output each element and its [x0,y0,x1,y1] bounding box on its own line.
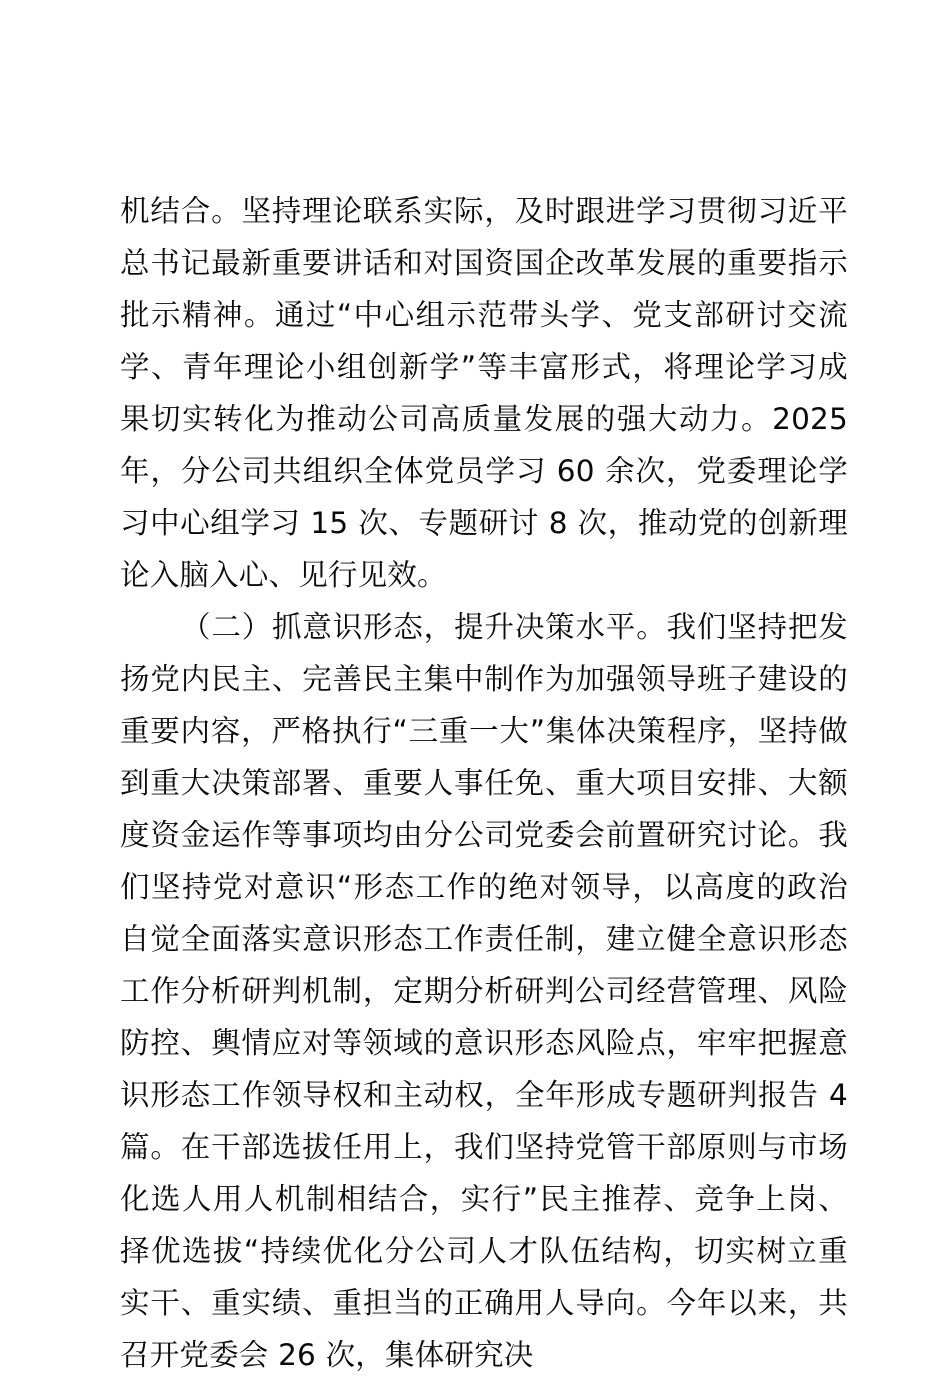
paragraph-continued-theory-study: 机结合。坚持理论联系实际，及时跟进学习贯彻习近平总书记最新重要讲话和对国资国企改革发展的重要指示批示精神。通过“中心组示范带头学、党支部研讨交流学、青年理论小组创新学”等丰富形式，将理论学习成果切实转化为推动公司高质量发展的强大动力。2025 年，分公司共组织全体党员学习 60 余次，党委理论学习中心组学习 15 次、专题研讨 8 次，推动党的创新理论入脑入心、见行见效。 [120,194,848,592]
document-text-body [120,185,848,1381]
paragraph-section-two-ideology: （二）抓意识形态，提升决策水平。我们坚持把发扬党内民主、完善民主集中制作为加强领导班子建设的重要内容，严格执行“三重一大”集体决策程序，坚持做到重大决策部署、重要人事任免、重大项目安排、大额度资金运作等事项均由分公司党委会前置研究讨论。我们坚持党对意识“形态工作的绝对领导，以高度的政治自觉全面落实意识形态工作责任制，建立健全意识形态工作分析研判机制，定期分析研判公司经营管理、风险防控、輿情应对等领域的意识形态风险点，牢牢把握意识形态工作领导权和主动权，全年形成专题研判报告 4 篇。在干部选拔任用上，我们坚持党管干部原则与市场化选人用人机制相结合，实行”民主推荐、竞争上岗、择优选拔“持续优化分公司人才队伍结构，切实树立重实干、重实绩、重担当的正确用人导向。今年以来，共召开党委会 26 次，集体研究决 [120,610,848,1372]
